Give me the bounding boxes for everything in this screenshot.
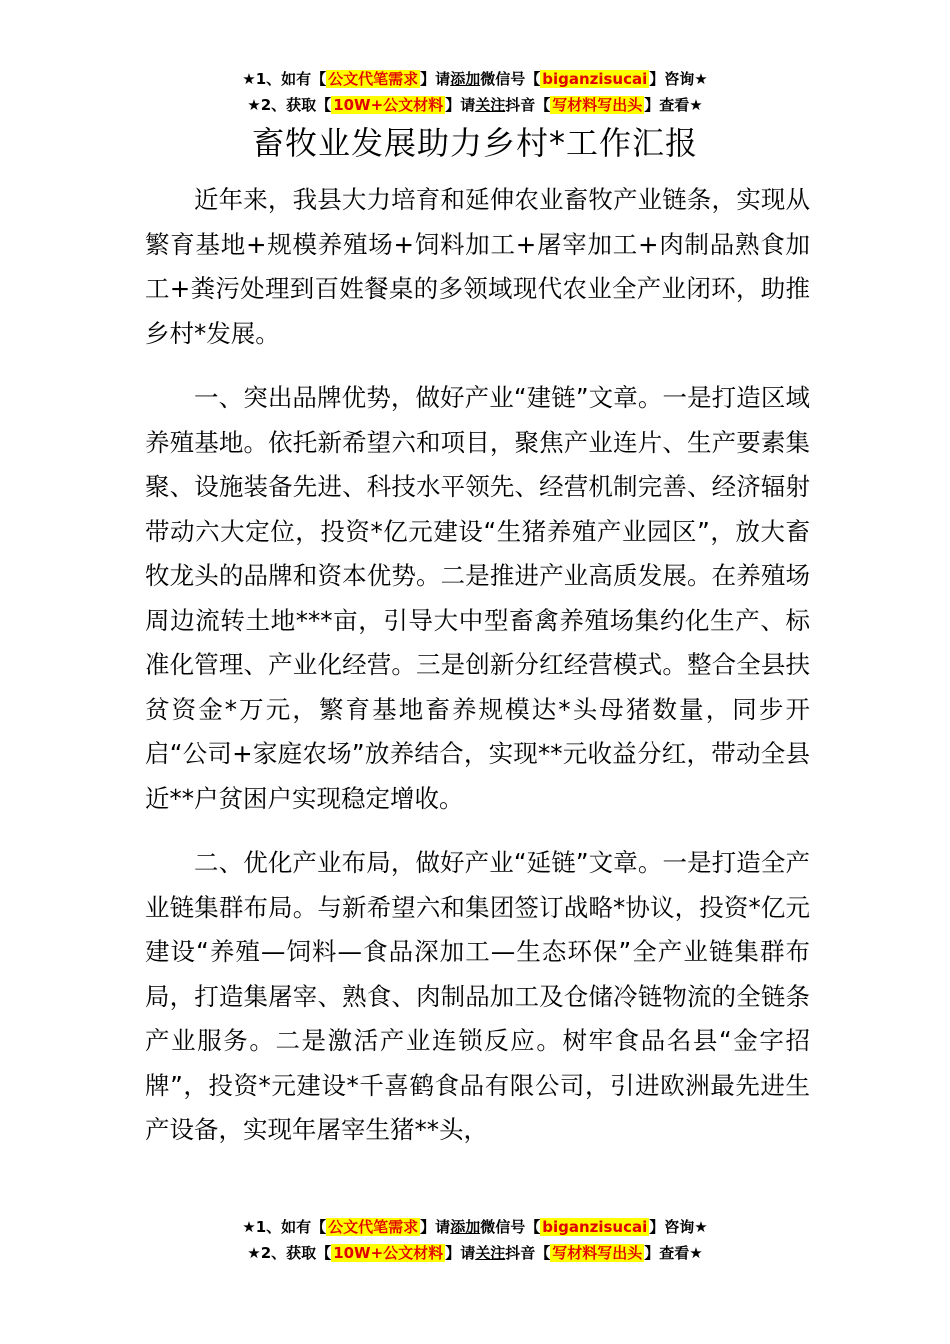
banner-text: 抖音【 (505, 1244, 551, 1262)
header-banner (0, 66, 950, 118)
banner-line-2 (0, 1240, 950, 1266)
banner-text: 】请 (420, 70, 451, 88)
document-body (145, 178, 810, 1173)
banner-text: 】请 (420, 1218, 451, 1236)
banner-line-1 (0, 66, 950, 92)
document-title: 畜牧业发展助力乡村*工作汇报 (251, 124, 698, 162)
banner-highlight: biganzisucai (542, 1218, 648, 1236)
banner-underlined: 关注 (475, 1244, 506, 1262)
banner-text: ★1、如有【 (242, 70, 327, 88)
paragraph: 一、突出品牌优势，做好产业“建链”文章。一是打造区域养殖基地。依托新希望六和项目，聚焦产业连片、生产要素集聚、设施装备先进、科技水平领先、经营机制完善、经济辐射带动六大定位，投资*亿元建设“生猪养殖产业园区”，放大畜牧龙头的品牌和资本优势。二是推进产业高质发展。在养殖场周边流转土地***亩，引导大中型畜禽养殖场集约化生产、标准化管理、产业化经营。三是创新分红经营模式。整合全县扶贫资金*万元，繁育基地畜养规模达*头母猪数量，同步开启“公司+家庭农场”放养结合，实现**元收益分红，带动全县近**户贫困户实现稳定增收。 (145, 383, 810, 813)
banner-text: ★2、获取【 (247, 96, 332, 114)
banner-text: 抖音【 (505, 96, 551, 114)
banner-text: ★1、如有【 (242, 1218, 327, 1236)
banner-text: 】查看★ (644, 96, 703, 114)
paragraph: 二、优化产业布局，做好产业“延链”文章。一是打造全产业链集群布局。与新希望六和集团签订战略*协议，投资*亿元建设“养殖—饲料—食品深加工—生态环保”全产业链集群布局，打造集屠宰、熟食、肉制品加工及仓储冷链物流的全链条产业服务。二是激活产业连锁反应。树牢食品名县“金字招牌”，投资*元建设*千喜鹤食品有限公司，引进欧洲最先进生产设备，实现年屠宰生猪**头， (145, 848, 810, 1144)
banner-underlined: 添加 (450, 1218, 481, 1236)
banner-underlined: 关注 (475, 96, 506, 114)
banner-highlight: biganzisucai (542, 70, 648, 88)
banner-text: 微信号【 (480, 70, 541, 88)
banner-text: 微信号【 (480, 1218, 541, 1236)
banner-line-2 (0, 92, 950, 118)
footer-banner (0, 1214, 950, 1266)
banner-highlight: 10W+公文材料 (333, 1244, 444, 1262)
banner-line-1 (0, 1214, 950, 1240)
banner-highlight: 写材料写出头 (552, 96, 643, 114)
banner-highlight: 写材料写出头 (552, 1244, 643, 1262)
banner-underlined: 添加 (450, 70, 481, 88)
banner-highlight: 公文代笔需求 (328, 70, 419, 88)
banner-highlight: 公文代笔需求 (328, 1218, 419, 1236)
banner-text: ★2、获取【 (247, 1244, 332, 1262)
banner-text: 】咨询★ (649, 1218, 708, 1236)
banner-text: 】请 (445, 96, 476, 114)
paragraph: 近年来，我县大力培育和延伸农业畜牧产业链条，实现从繁育基地+规模养殖场+饲料加工+屠宰加工+肉制品熟食加工+粪污处理到百姓餐桌的多领域现代农业全产业闭环，助推乡村*发展。 (145, 185, 810, 348)
banner-text: 】查看★ (644, 1244, 703, 1262)
banner-text: 】请 (445, 1244, 476, 1262)
banner-highlight: 10W+公文材料 (333, 96, 444, 114)
banner-text: 】咨询★ (649, 70, 708, 88)
